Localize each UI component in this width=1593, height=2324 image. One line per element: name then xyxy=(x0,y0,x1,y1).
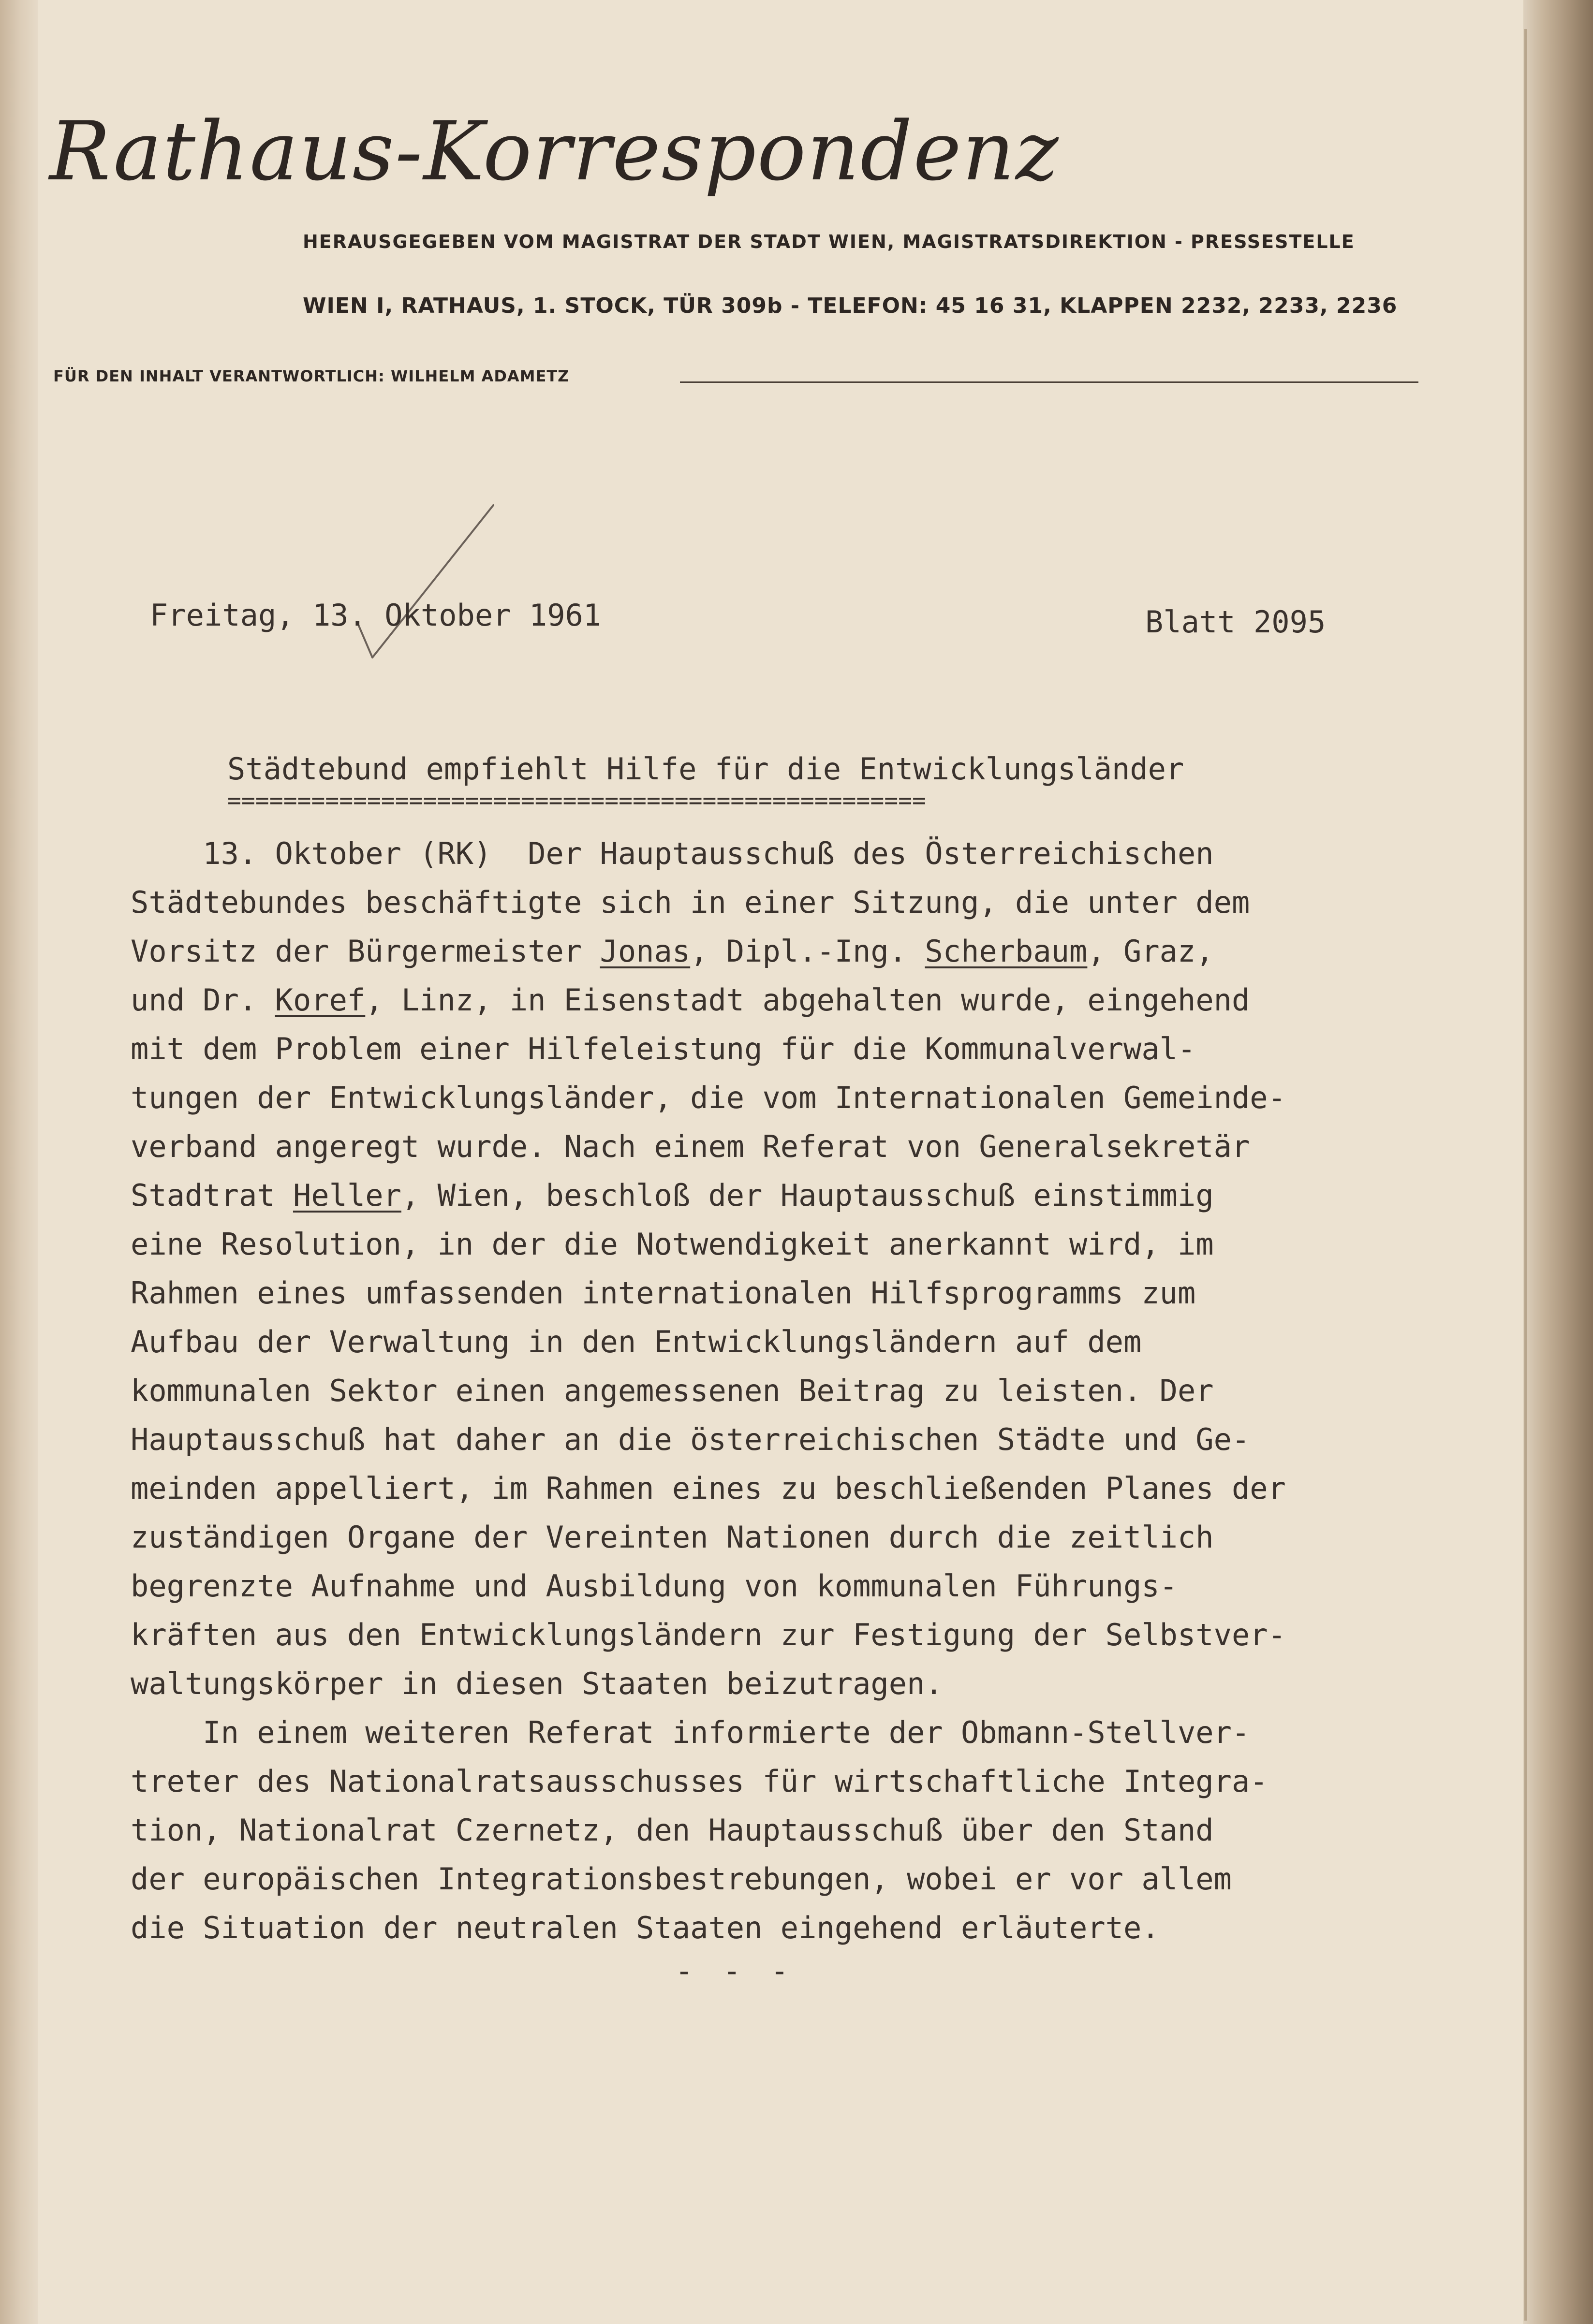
end-mark: - - - xyxy=(675,1953,795,1988)
body-line: begrenzte Aufnahme und Ausbildung von kommunalen Führungs- xyxy=(131,1568,1178,1604)
check-mark-icon xyxy=(353,503,508,667)
body-line: Rahmen eines umfassenden internationalen Hilfsprogramms zum xyxy=(131,1275,1196,1311)
body-line: meinden appelliert, im Rahmen eines zu beschließenden Planes der xyxy=(131,1471,1286,1506)
body-line: 13. Oktober (RK) Der Hauptausschuß des Österreichischen xyxy=(131,836,1214,871)
page-stack-edge xyxy=(1523,0,1593,2324)
body-line: kommunalen Sektor einen angemessenen Beitrag zu leisten. Der xyxy=(131,1373,1214,1408)
body-line: treter des Nationalratsausschusses für wirtschaftliche Integra- xyxy=(131,1764,1268,1799)
line-text: , Wien, beschloß der Hauptausschuß einstimmig xyxy=(401,1178,1214,1213)
body-line: Aufbau der Verwaltung in den Entwicklungsländern auf dem xyxy=(131,1324,1142,1359)
line-text: Städtebundes beschäftigte sich in einer Sitzung, die unter dem xyxy=(131,885,1250,920)
body-line xyxy=(131,1171,1465,1220)
body-line: waltungskörper in diesen Staaten beizutragen. xyxy=(131,1666,943,1701)
body-line: In einem weiteren Referat informierte der Obmann-Stellver- xyxy=(131,1715,1250,1750)
header-rule xyxy=(680,381,1418,383)
sheet-number: Blatt 2095 xyxy=(1145,604,1326,640)
line-text: und Dr. xyxy=(131,982,275,1018)
body-line: der europäischen Integrationsbestrebungen, wobei er vor allem xyxy=(131,1861,1232,1897)
body-line: verband angeregt wurde. Nach einem Referat von Generalsekretär xyxy=(131,1129,1250,1164)
underlined-name: Koref xyxy=(275,982,366,1018)
line-text: , Dipl.-Ing. xyxy=(690,934,925,969)
underlined-name: Heller xyxy=(293,1178,401,1213)
masthead-publisher: HERAUSGEGEBEN VOM MAGISTRAT DER STADT WIEN, MAGISTRATSDIREKTION - PRESSESTELLE xyxy=(303,231,1355,252)
masthead-address: WIEN I, RATHAUS, 1. STOCK, TÜR 309b - TELEFON: 45 16 31, KLAPPEN 2232, 2233, 2236 xyxy=(303,293,1398,318)
body-line: Hauptausschuß hat daher an die österreichischen Städte und Ge- xyxy=(131,1422,1250,1457)
date-line: Freitag, 13. Oktober 1961 xyxy=(150,598,602,633)
line-text: Vorsitz der Bürgermeister xyxy=(131,934,600,969)
line-text: Stadtrat xyxy=(131,1178,293,1213)
body-line: eine Resolution, in der die Notwendigkeit anerkannt wird, im xyxy=(131,1227,1214,1262)
body-line: die Situation der neutralen Staaten eingehend erläuterte. xyxy=(131,1910,1160,1945)
body-line: mit dem Problem einer Hilfeleistung für die Kommunalverwal- xyxy=(131,1031,1196,1067)
body-line xyxy=(131,878,1465,927)
line-text: , Graz, xyxy=(1087,934,1214,969)
article-headline: Städtebund empfiehlt Hilfe für die Entwicklungsländer xyxy=(227,751,1184,787)
article-paragraph-2 xyxy=(131,1708,1465,1952)
body-line: zuständigen Organe der Vereinten Nationen durch die zeitlich xyxy=(131,1520,1214,1555)
binding-edge xyxy=(0,0,38,2324)
body-line xyxy=(131,976,1465,1024)
line-text: , Linz, in Eisenstadt abgehalten wurde, eingehend xyxy=(365,982,1250,1018)
body-line: tion, Nationalrat Czernetz, den Hauptausschuß über den Stand xyxy=(131,1812,1214,1848)
page-edge-line xyxy=(1524,29,1527,2321)
body-line: tungen der Entwicklungsländer, die vom Internationalen Gemeinde- xyxy=(131,1080,1286,1115)
underlined-name: Scherbaum xyxy=(925,934,1088,969)
headline-underline: ================================================== xyxy=(227,787,926,814)
article-paragraph-1 xyxy=(131,829,1465,1708)
masthead-responsible: FÜR DEN INHALT VERANTWORTLICH: WILHELM ADAMETZ xyxy=(53,367,570,385)
article-body xyxy=(131,829,1465,1952)
body-line: kräften aus den Entwicklungsländern zur Festigung der Selbstver- xyxy=(131,1617,1286,1652)
body-line xyxy=(131,927,1465,976)
underlined-name: Jonas xyxy=(600,934,691,969)
masthead-title: Rathaus-Korrespondenz xyxy=(49,104,1060,199)
